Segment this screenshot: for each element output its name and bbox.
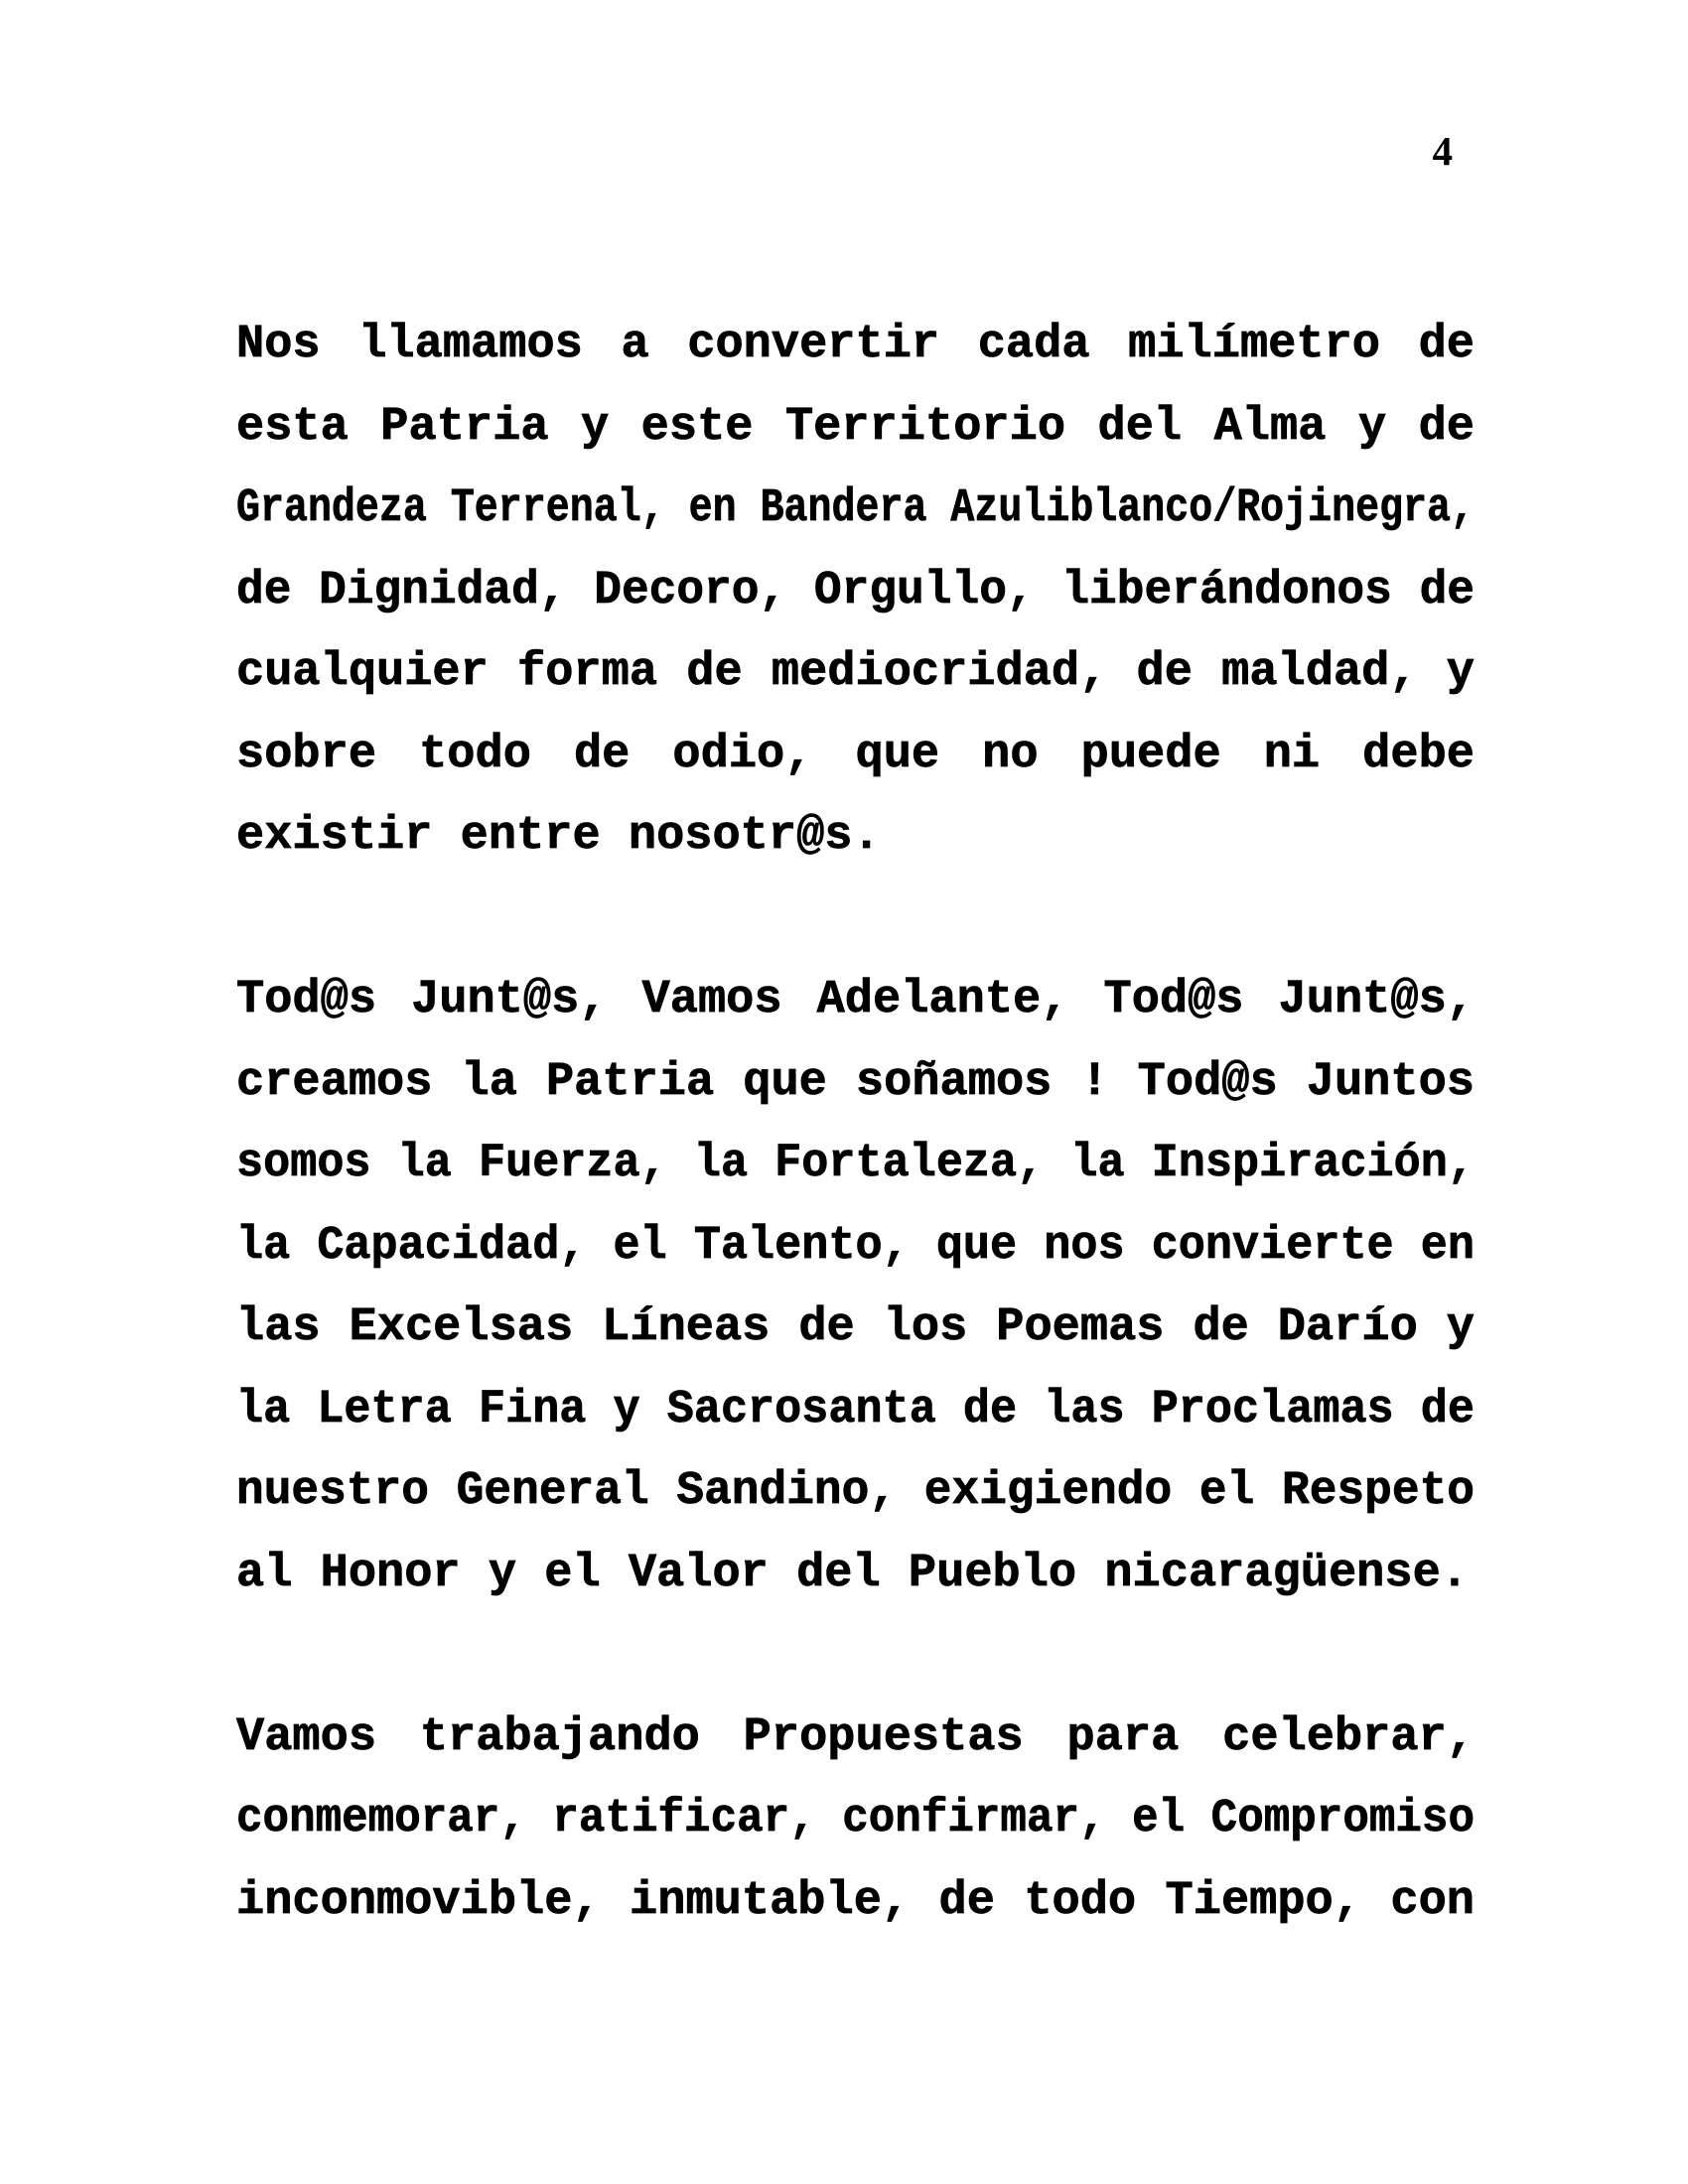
text-line (236, 1534, 1475, 1616)
text-line-content: existir entre nosotr@s. (236, 810, 881, 863)
text-line-content: inconmovible, inmutable, de todo Tiempo, con (236, 1874, 1475, 1928)
paragraph (236, 1698, 1475, 1944)
text-line-content: al Honor y el Valor del Pueblo nicaragüense. (236, 1547, 1470, 1600)
paragraph (236, 305, 1475, 879)
text-line (236, 1451, 1475, 1534)
text-line (236, 1861, 1475, 1944)
text-line (236, 1124, 1475, 1206)
paragraph (236, 960, 1475, 1615)
text-line-content: sobre todo de odio, que no puede ni debe (236, 728, 1475, 781)
text-line-content: somos la Fuerza, la Fortaleza, la Inspiración, (236, 1138, 1475, 1190)
text-line (236, 1288, 1475, 1370)
text-line-content: cualquier forma de mediocridad, de maldad, y (236, 646, 1475, 699)
text-line (236, 305, 1475, 387)
text-line-content: la Capacidad, el Talento, que nos convierte en (236, 1219, 1475, 1273)
document-body (236, 305, 1475, 1943)
text-line-content: Nos llamamos a convertir cada milímetro de (236, 319, 1475, 371)
text-line-content: nuestro General Sandino, exigiendo el Respeto (236, 1465, 1475, 1518)
text-line (236, 1779, 1475, 1861)
text-line-content: Tod@s Junt@s, Vamos Adelante, Tod@s Junt@s, (236, 974, 1475, 1026)
text-line-content: creamos la Patria que soñamos ! Tod@s Juntos (236, 1055, 1475, 1109)
text-line (236, 715, 1475, 797)
text-line (236, 1370, 1475, 1452)
text-line-content: Vamos trabajando Propuestas para celebrar, (236, 1710, 1475, 1764)
text-line (236, 960, 1475, 1042)
text-line (236, 1698, 1475, 1780)
text-line-content: Grandeza Terrenal, en Bandera Azuliblanco/Rojinegra, (236, 482, 1475, 535)
text-line-content: las Excelsas Líneas de los Poemas de Darío y (236, 1301, 1475, 1354)
text-line (236, 551, 1475, 633)
text-line (236, 1206, 1475, 1289)
text-line-content: esta Patria y este Territorio del Alma y de (236, 400, 1475, 454)
text-line-content: la Letra Fina y Sacrosanta de las Proclamas de (236, 1383, 1475, 1436)
text-line (236, 796, 1475, 879)
text-line-content: conmemorar, ratificar, confirmar, el Compromiso (236, 1793, 1475, 1845)
text-line (236, 632, 1475, 715)
page-number: 4 (1432, 128, 1453, 174)
text-line (236, 1042, 1475, 1125)
text-line-content: de Dignidad, Decoro, Orgullo, liberándonos de (236, 564, 1475, 617)
text-line (236, 387, 1475, 470)
text-line (236, 469, 1475, 551)
